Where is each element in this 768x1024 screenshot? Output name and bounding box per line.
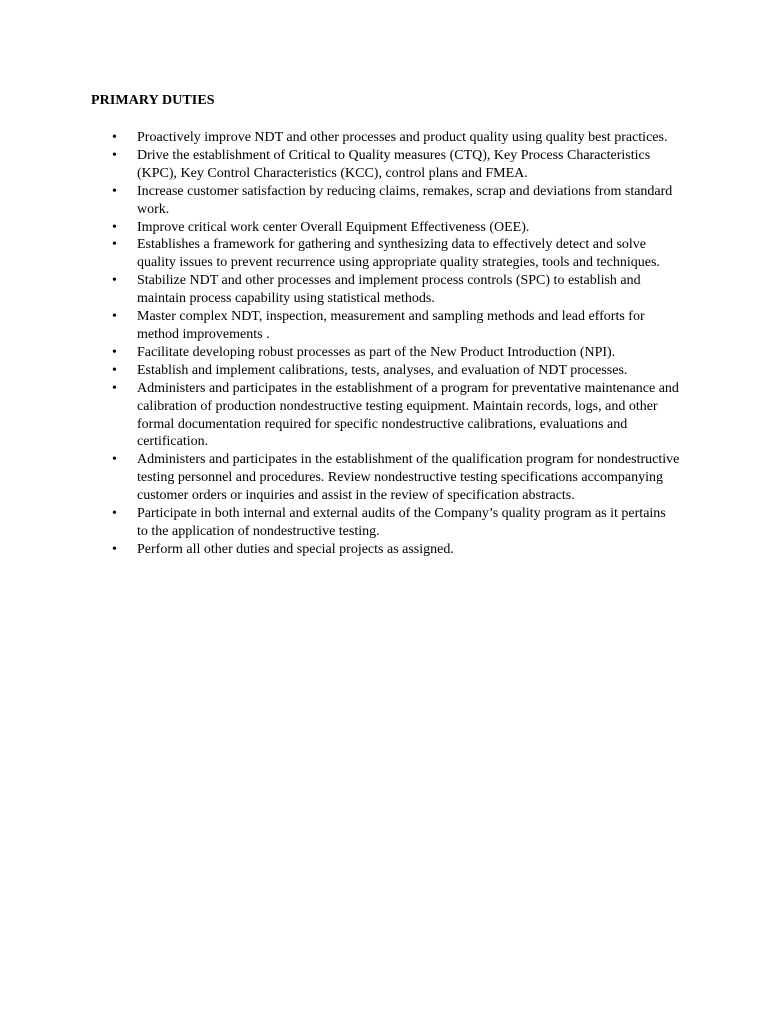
list-item [0, 236, 768, 272]
bullet-icon: • [112, 380, 117, 396]
bullet-icon: • [112, 309, 117, 325]
duty-text: Establishes a framework for gathering and synthesizing data to effectively detect and solve quality issues to prevent recurrence using appropriate quality strategies, tools and techniques. [137, 237, 660, 271]
duty-text: Establish and implement calibrations, tests, analyses, and evaluation of NDT processes. [137, 362, 628, 378]
duty-text: Proactively improve NDT and other processes and product quality using quality best practices. [137, 130, 668, 145]
list-item [0, 541, 768, 559]
duty-text: Participate in both internal and external audits of the Company’s quality program as it pertains to the application of nondestructive testing. [137, 506, 666, 539]
bullet-icon: • [112, 452, 117, 468]
bullet-icon: • [112, 362, 117, 378]
list-item [0, 272, 768, 308]
duty-text: Master complex NDT, inspection, measurement and sampling methods and lead efforts for method improvements . [137, 309, 645, 342]
list-item [0, 147, 768, 183]
list-item [0, 362, 768, 380]
list-item [0, 344, 768, 362]
list-item [0, 380, 768, 452]
bullet-icon: • [112, 541, 117, 557]
bullet-icon: • [112, 219, 117, 235]
duty-text: Facilitate developing robust processes as part of the New Product Introduction (NPI). [137, 344, 616, 360]
list-item [0, 505, 768, 541]
duty-text: Administers and participates in the establishment of a program for preventative maintenance and calibration of production nondestructive testing equipment. Maintain records, logs, and other formal documentation required for specific nondestructive calibrations, evaluations and certification. [137, 380, 679, 450]
bullet-icon: • [112, 344, 117, 360]
duties-list [0, 129, 768, 559]
bullet-icon: • [112, 130, 117, 145]
bullet-icon: • [112, 147, 117, 163]
list-item [0, 451, 768, 505]
duty-text: Perform all other duties and special projects as assigned. [137, 541, 454, 557]
duty-text: Improve critical work center Overall Equipment Effectiveness (OEE). [137, 219, 530, 235]
section-heading: PRIMARY DUTIES [91, 93, 215, 108]
list-item [0, 129, 768, 147]
duty-text: Increase customer satisfaction by reducing claims, remakes, scrap and deviations from standard work. [137, 183, 673, 217]
list-item [0, 308, 768, 344]
bullet-icon: • [112, 506, 117, 522]
list-item [0, 219, 768, 237]
duty-text: Administers and participates in the establishment of the qualification program for nondestructive testing personnel and procedures. Review nondestructive testing specifications accompanying customer orders or inquiries and assist in the review of specification abstracts. [137, 452, 680, 504]
bullet-icon: • [112, 273, 117, 289]
duty-text: Stabilize NDT and other processes and implement process controls (SPC) to establish and maintain process capability using statistical methods. [137, 273, 641, 307]
list-item [0, 183, 768, 219]
duty-text: Drive the establishment of Critical to Quality measures (CTQ), Key Process Characteristics (KPC), Key Control Characteristics (KCC), control plans and FMEA. [137, 147, 651, 181]
bullet-icon: • [112, 183, 117, 199]
bullet-icon: • [112, 237, 117, 253]
